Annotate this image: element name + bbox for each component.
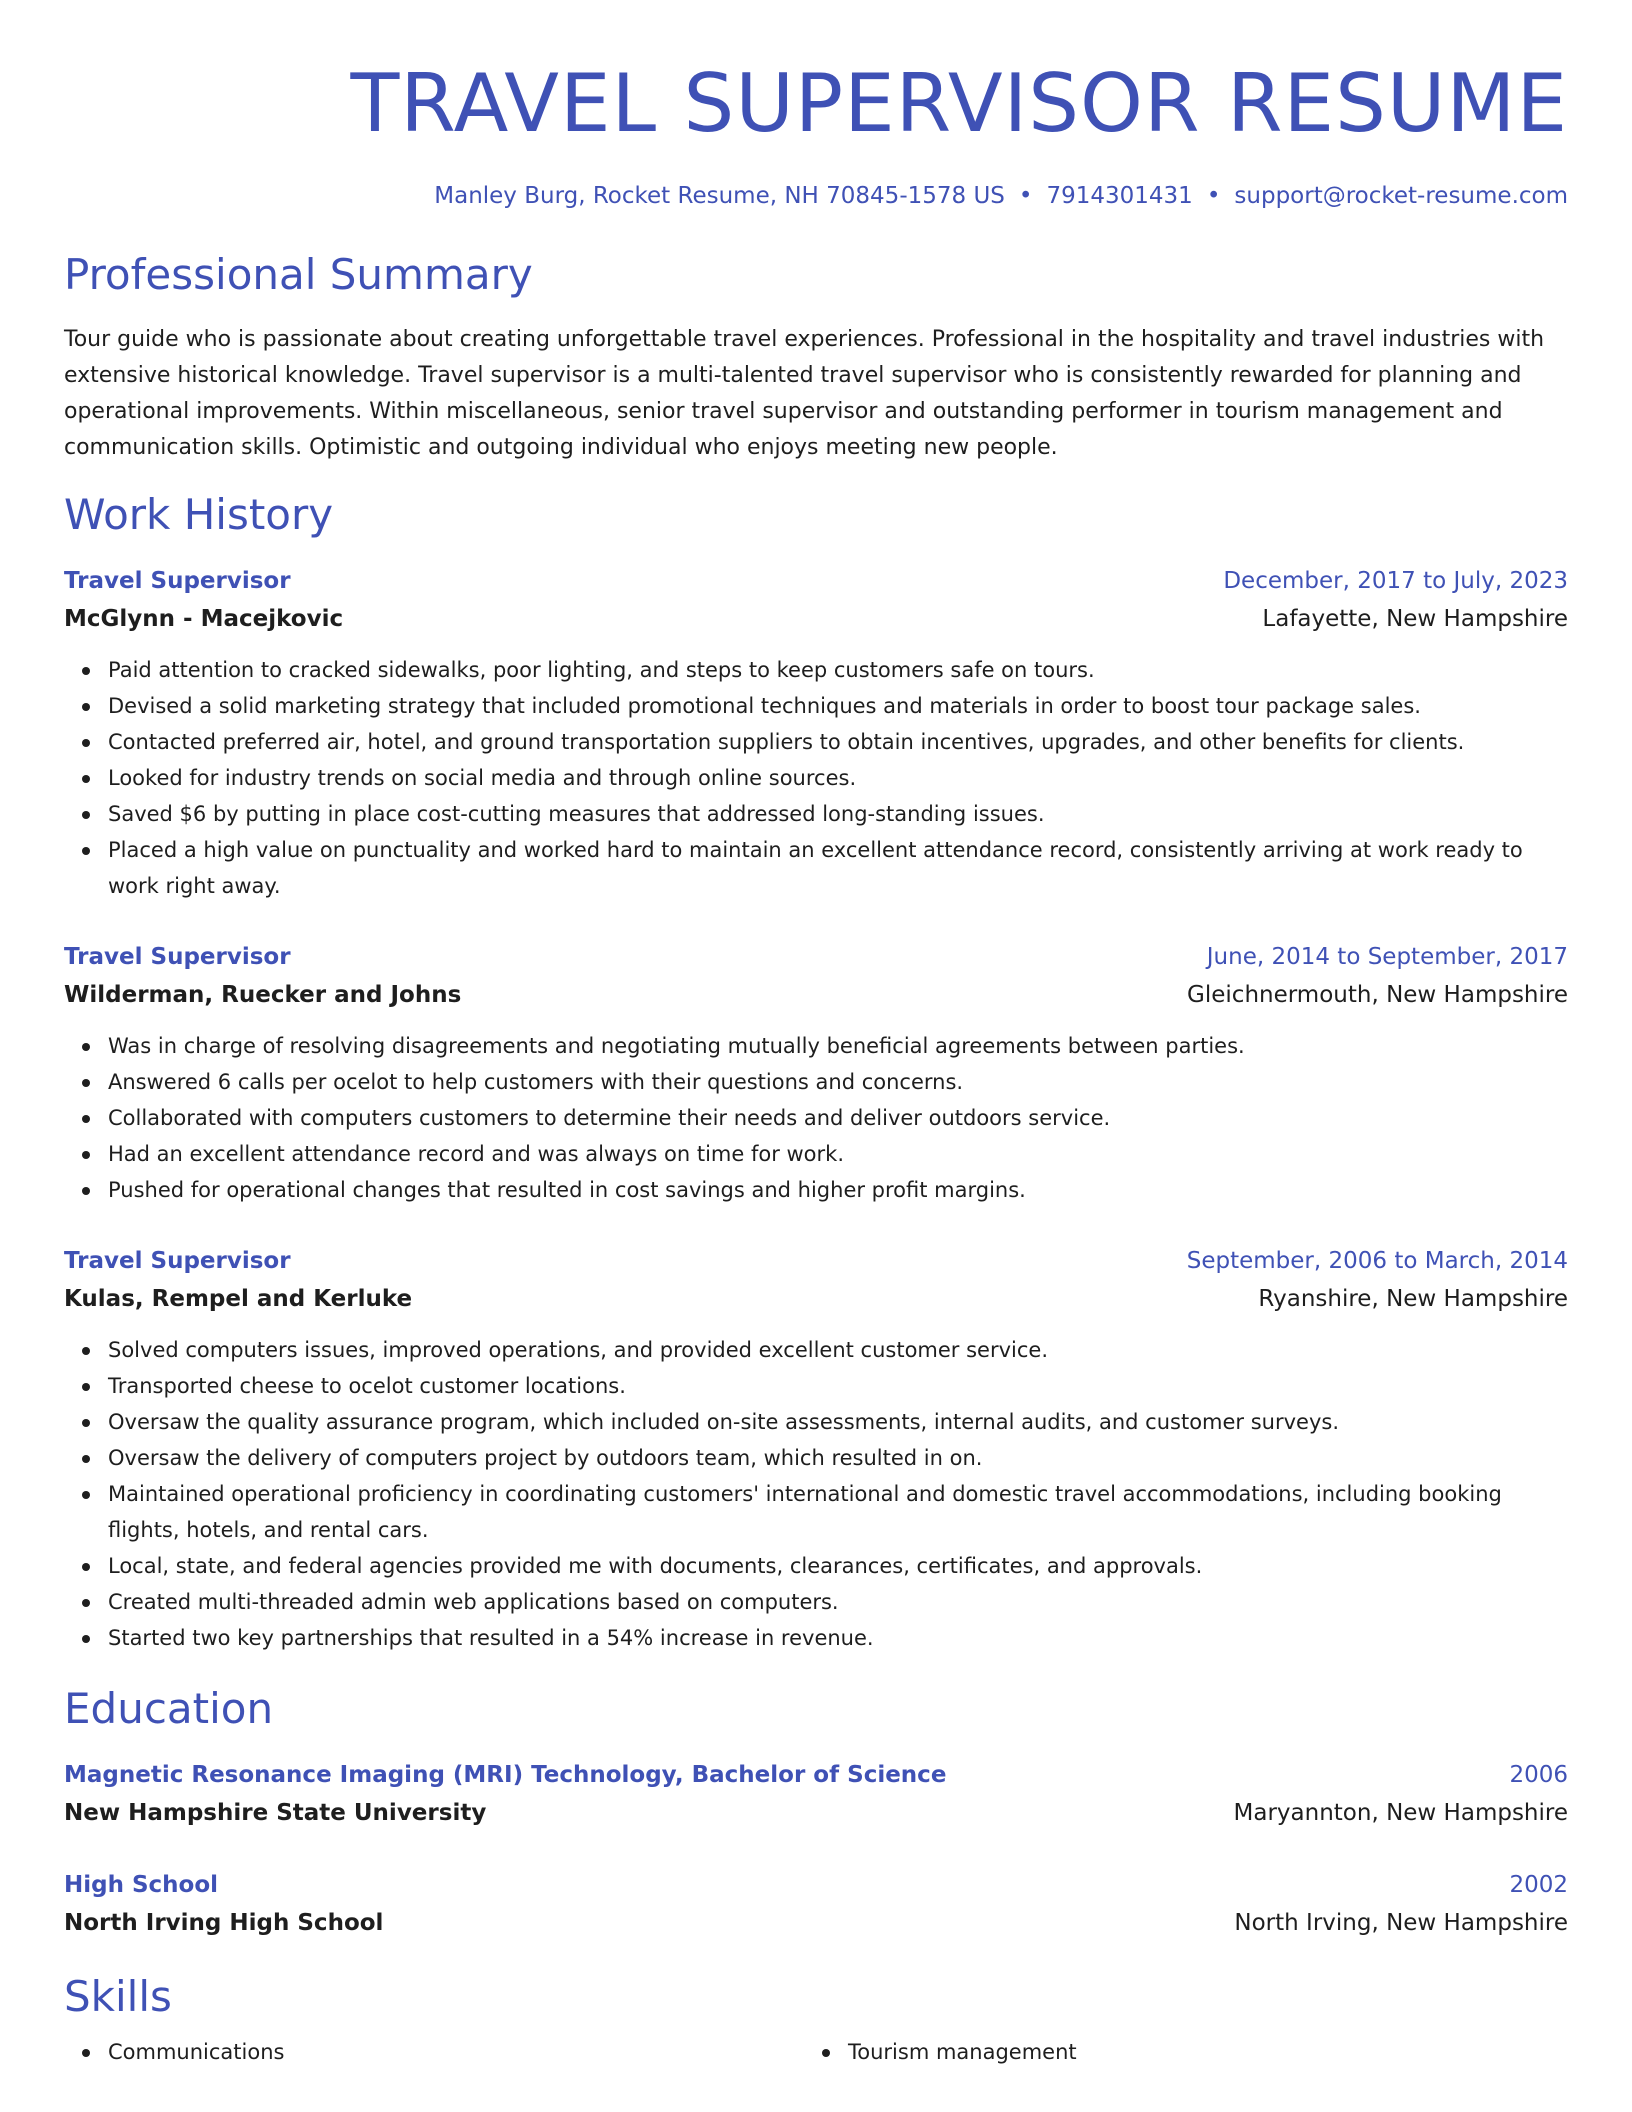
education-degree: High School: [64, 1872, 219, 1898]
contact-line: [64, 180, 1568, 212]
job-bullet: Oversaw the quality assurance program, which included on-site assessments, internal audits, and customer surveys.: [108, 1404, 1568, 1440]
job-entry: [64, 1242, 1568, 1656]
education-heading: Education: [64, 1684, 274, 1733]
job-dates: September, 2006 to March, 2014: [1186, 1248, 1568, 1274]
resume-title: TRAVEL SUPERVISOR RESUME: [350, 57, 1568, 150]
job-bullet: Placed a high value on punctuality and worked hard to maintain an excellent attendance record, consistently arriving at work ready to work right away.: [108, 832, 1568, 904]
education-header-row: [64, 1866, 1568, 1904]
job-bullet: Paid attention to cracked sidewalks, poor lighting, and steps to keep customers safe on tours.: [108, 652, 1568, 688]
job-company: McGlynn - Macejkovic: [64, 606, 344, 632]
job-company: Wilderman, Ruecker and Johns: [64, 982, 462, 1008]
job-location: Lafayette, New Hampshire: [1262, 606, 1568, 632]
contact-separator: •: [1018, 183, 1033, 209]
skill-item: Communications: [64, 2034, 804, 2070]
skills-list: [64, 2034, 1568, 2070]
job-entry: [64, 562, 1568, 904]
job-bullet: Contacted preferred air, hotel, and ground transportation suppliers to obtain incentives, upgrades, and other benefits for clients.: [108, 724, 1568, 760]
job-bullet: Collaborated with computers customers to determine their needs and deliver outdoors service.: [108, 1100, 1568, 1136]
job-bullet: Looked for industry trends on social media and through online sources.: [108, 760, 1568, 796]
summary-heading: Professional Summary: [64, 250, 533, 299]
job-bullet: Created multi-threaded admin web applications based on computers.: [108, 1584, 1568, 1620]
job-bullet: Maintained operational proficiency in coordinating customers' international and domestic travel accommodations, including booking flights, hotels, and rental cars.: [108, 1476, 1568, 1548]
job-company-row: [64, 976, 1568, 1014]
education-school-row: [64, 1794, 1568, 1832]
education-year: 2006: [1509, 1762, 1568, 1788]
contact-address: Manley Burg, Rocket Resume, NH 70845-1578 US: [434, 183, 1005, 209]
job-title: Travel Supervisor: [64, 944, 291, 970]
education-degree: Magnetic Resonance Imaging (MRI) Technology, Bachelor of Science: [64, 1762, 947, 1788]
job-bullet: Answered 6 calls per ocelot to help customers with their questions and concerns.: [108, 1064, 1568, 1100]
skills-section: [64, 1970, 1568, 2070]
job-bullet: Oversaw the delivery of computers project by outdoors team, which resulted in on.: [108, 1440, 1568, 1476]
contact-separator: •: [1206, 183, 1221, 209]
summary-section: [64, 248, 1568, 466]
job-bullet-list: [64, 1332, 1568, 1656]
resume-page: [64, 0, 1568, 2070]
job-location: Gleichnermouth, New Hampshire: [1187, 982, 1568, 1008]
job-entry: [64, 938, 1568, 1208]
contact-email: support@rocket-resume.com: [1234, 183, 1568, 209]
job-bullet-list: [64, 652, 1568, 904]
job-company-row: [64, 600, 1568, 638]
job-bullet: Devised a solid marketing strategy that included promotional techniques and materials in order to boost tour package sales.: [108, 688, 1568, 724]
education-school: North Irving High School: [64, 1910, 384, 1936]
job-company-row: [64, 1280, 1568, 1318]
summary-text: Tour guide who is passionate about creating unforgettable travel experiences. Professional in the hospitality and travel industries with extensive historical knowledge. Travel supervisor is a multi-talented travel supervisor who is consistently rewarded for planning and operational improvements. Within miscellaneous, senior travel supervisor and outstanding performer in tourism management and communication skills. Optimistic and outgoing individual who enjoys meeting new people.: [64, 327, 1545, 460]
job-dates: December, 2017 to July, 2023: [1223, 568, 1568, 594]
job-bullet: Was in charge of resolving disagreements and negotiating mutually beneficial agreements between parties.: [108, 1028, 1568, 1064]
job-bullet: Saved $6 by putting in place cost-cutting measures that addressed long-standing issues.: [108, 796, 1568, 832]
education-entry: [64, 1756, 1568, 1832]
job-title: Travel Supervisor: [64, 1248, 291, 1274]
job-company: Kulas, Rempel and Kerluke: [64, 1286, 413, 1312]
job-bullet: Transported cheese to ocelot customer locations.: [108, 1368, 1568, 1404]
job-header-row: [64, 938, 1568, 976]
education-location: Maryannton, New Hampshire: [1233, 1800, 1568, 1826]
job-bullet: Pushed for operational changes that resulted in cost savings and higher profit margins.: [108, 1172, 1568, 1208]
education-section: [64, 1682, 1568, 1942]
job-bullet: Local, state, and federal agencies provided me with documents, clearances, certificates, and approvals.: [108, 1548, 1568, 1584]
job-bullet: Started two key partnerships that resulted in a 54% increase in revenue.: [108, 1620, 1568, 1656]
job-header-row: [64, 562, 1568, 600]
contact-phone: 7914301431: [1046, 183, 1193, 209]
education-school: New Hampshire State University: [64, 1800, 487, 1826]
skill-item: Tourism management: [804, 2034, 1544, 2070]
job-bullet: Solved computers issues, improved operations, and provided excellent customer service.: [108, 1332, 1568, 1368]
job-bullet: Had an excellent attendance record and was always on time for work.: [108, 1136, 1568, 1172]
job-bullet-list: [64, 1028, 1568, 1208]
education-school-row: [64, 1904, 1568, 1942]
education-entry: [64, 1866, 1568, 1942]
job-title: Travel Supervisor: [64, 568, 291, 594]
education-header-row: [64, 1756, 1568, 1794]
education-year: 2002: [1509, 1872, 1568, 1898]
job-location: Ryanshire, New Hampshire: [1258, 1286, 1568, 1312]
job-header-row: [64, 1242, 1568, 1280]
work-history-heading: Work History: [64, 490, 334, 539]
job-dates: June, 2014 to September, 2017: [1206, 944, 1568, 970]
education-location: North Irving, New Hampshire: [1234, 1910, 1568, 1936]
work-history-section: [64, 488, 1568, 1656]
skills-heading: Skills: [64, 1972, 172, 2021]
